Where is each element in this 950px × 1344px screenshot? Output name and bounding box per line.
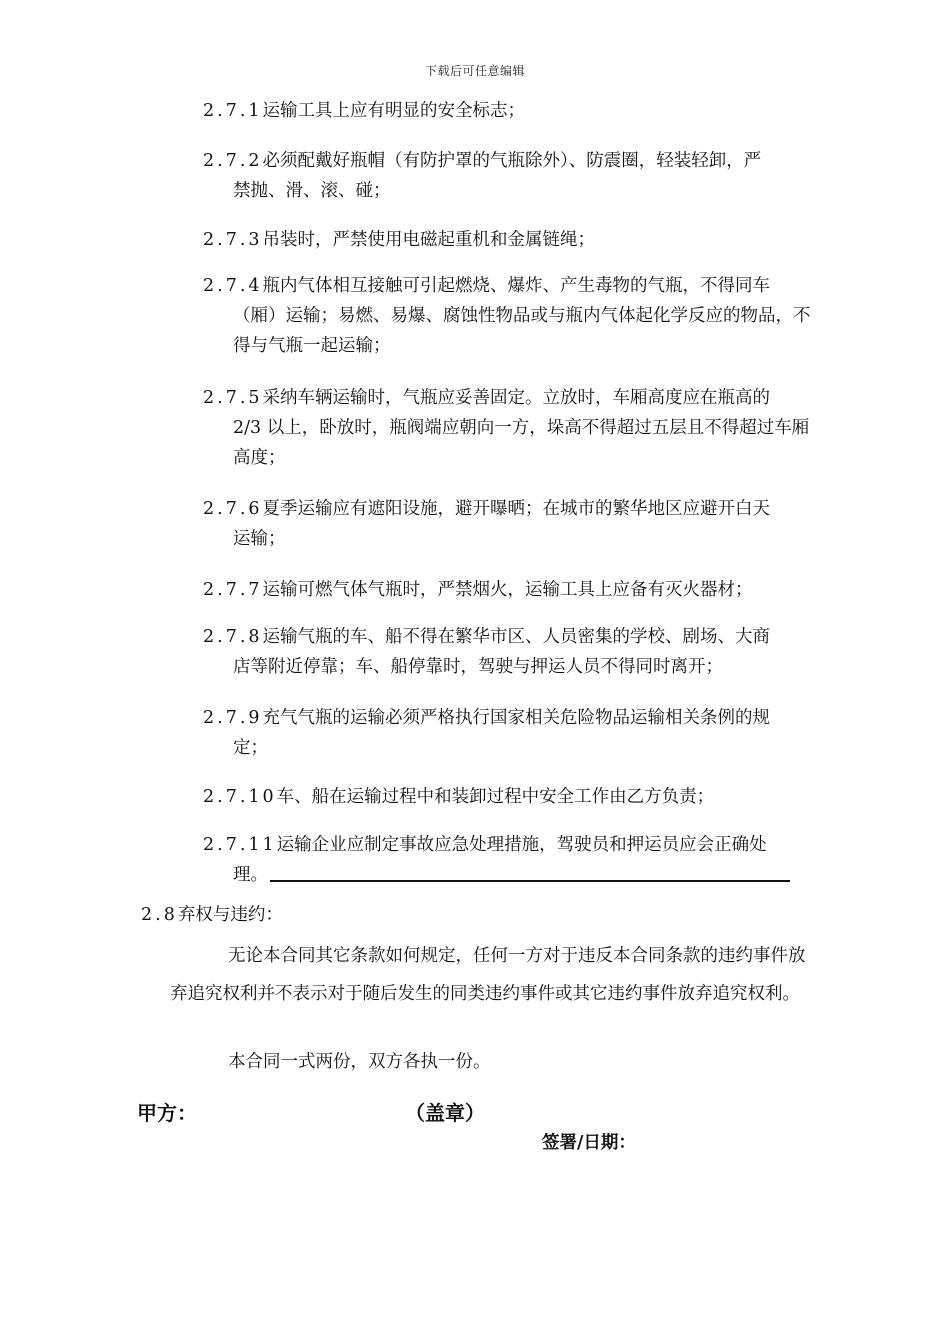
copies-paragraph: 本合同一式两份，双方各执一份。 xyxy=(228,1052,491,1072)
clause-number: 2.7.3 xyxy=(203,230,263,250)
party-a-label: 甲方： xyxy=(137,1101,197,1125)
clause-number: 2.7.1 xyxy=(203,101,263,121)
clause-text: 车、船在运输过程中和装卸过程中安全工作由乙方负责； xyxy=(276,787,715,807)
clause-2-7-10 xyxy=(203,782,813,812)
clause-text: 运输气瓶的车、船不得在繁华市区、人员密集的学校、剧场、大商 xyxy=(262,627,771,647)
clause-number: 2.7.9 xyxy=(203,708,263,728)
clause-text-continued: 定； xyxy=(233,738,268,758)
clause-number: 2.7.6 xyxy=(203,499,263,519)
clause-2-7-2 xyxy=(203,146,813,206)
section-number: 2.8 xyxy=(141,905,178,925)
clause-number: 2.7.5 xyxy=(203,388,263,408)
seal-label: （盖章） xyxy=(405,1101,485,1125)
clause-2-7-9 xyxy=(203,703,813,763)
clause-text-continued: 禁抛、滑、滚、碰； xyxy=(233,181,391,201)
clause-text: 采纳车辆运输时，气瓶应妥善固定。立放时，车厢高度应在瓶高的 xyxy=(262,388,771,408)
clause-text: 夏季运输应有遮阳设施，避开曝晒；在城市的繁华地区应避开白天 xyxy=(262,499,771,519)
clause-text-continued: 理。 xyxy=(233,865,268,885)
clause-2-7-3 xyxy=(203,225,813,255)
clause-text: 充气气瓶的运输必须严格执行国家相关危险物品运输相关条例的规 xyxy=(262,708,771,728)
clause-number: 2.7.7 xyxy=(203,580,263,600)
signature-date-label: 签署/日期： xyxy=(542,1133,636,1153)
clause-text-continued: 店等附近停靠；车、船停靠时，驾驶与押运人员不得同时离开； xyxy=(233,657,723,677)
page-header-note: 下载后可任意编辑 xyxy=(424,64,525,78)
clause-text: 运输企业应制定事故应急处理措施，驾驶员和押运员应会正确处 xyxy=(276,835,767,855)
fill-in-underline xyxy=(270,862,790,882)
section-title: 弃权与违约： xyxy=(177,905,283,925)
clause-text-continued: 运输； xyxy=(233,529,286,549)
clause-2-7-1 xyxy=(203,96,813,126)
clause-text: 瓶内气体相互接触可引起燃烧、爆炸、产生毒物的气瓶，不得同车 xyxy=(262,276,771,296)
clause-number: 2.7.4 xyxy=(203,276,263,296)
clause-2-7-5 xyxy=(203,383,813,473)
clause-text-continued: （厢）运输；易燃、易爆、腐蚀性物品或与瓶内气体起化学反应的物品，不得与气瓶一起运输； xyxy=(233,306,811,356)
clause-2-7-4 xyxy=(203,271,813,361)
clause-number: 2.7.11 xyxy=(203,835,277,855)
clause-text: 吊装时，严禁使用电磁起重机和金属链绳； xyxy=(262,230,596,250)
clause-number: 2.7.2 xyxy=(203,151,263,171)
clause-2-7-6 xyxy=(203,494,813,554)
clause-2-7-7 xyxy=(203,575,813,605)
clause-2-7-8 xyxy=(203,622,813,682)
section-2-8-heading xyxy=(141,900,283,930)
clause-text: 运输工具上应有明显的安全标志； xyxy=(262,101,526,121)
clause-number: 2.7.10 xyxy=(203,787,277,807)
clause-text: 运输可燃气体气瓶时，严禁烟火，运输工具上应备有灭火器材； xyxy=(262,580,753,600)
clause-text-continued: 2/3 以上，卧放时，瓶阀端应朝向一方，垛高不得超过五层且不得超过车厢高度； xyxy=(233,418,810,468)
waiver-paragraph: 无论本合同其它条款如何规定，任何一方对于违反本合同条款的违约事件放弃追究权利并不表示对于随后发生的同类违约事件或其它违约事件放弃追究权利。 xyxy=(170,946,806,1004)
clause-number: 2.7.8 xyxy=(203,627,263,647)
clause-2-7-11 xyxy=(203,830,813,890)
clause-text: 必须配戴好瓶帽（有防护罩的气瓶除外）、防震圈，轻装轻卸，严 xyxy=(262,151,762,171)
